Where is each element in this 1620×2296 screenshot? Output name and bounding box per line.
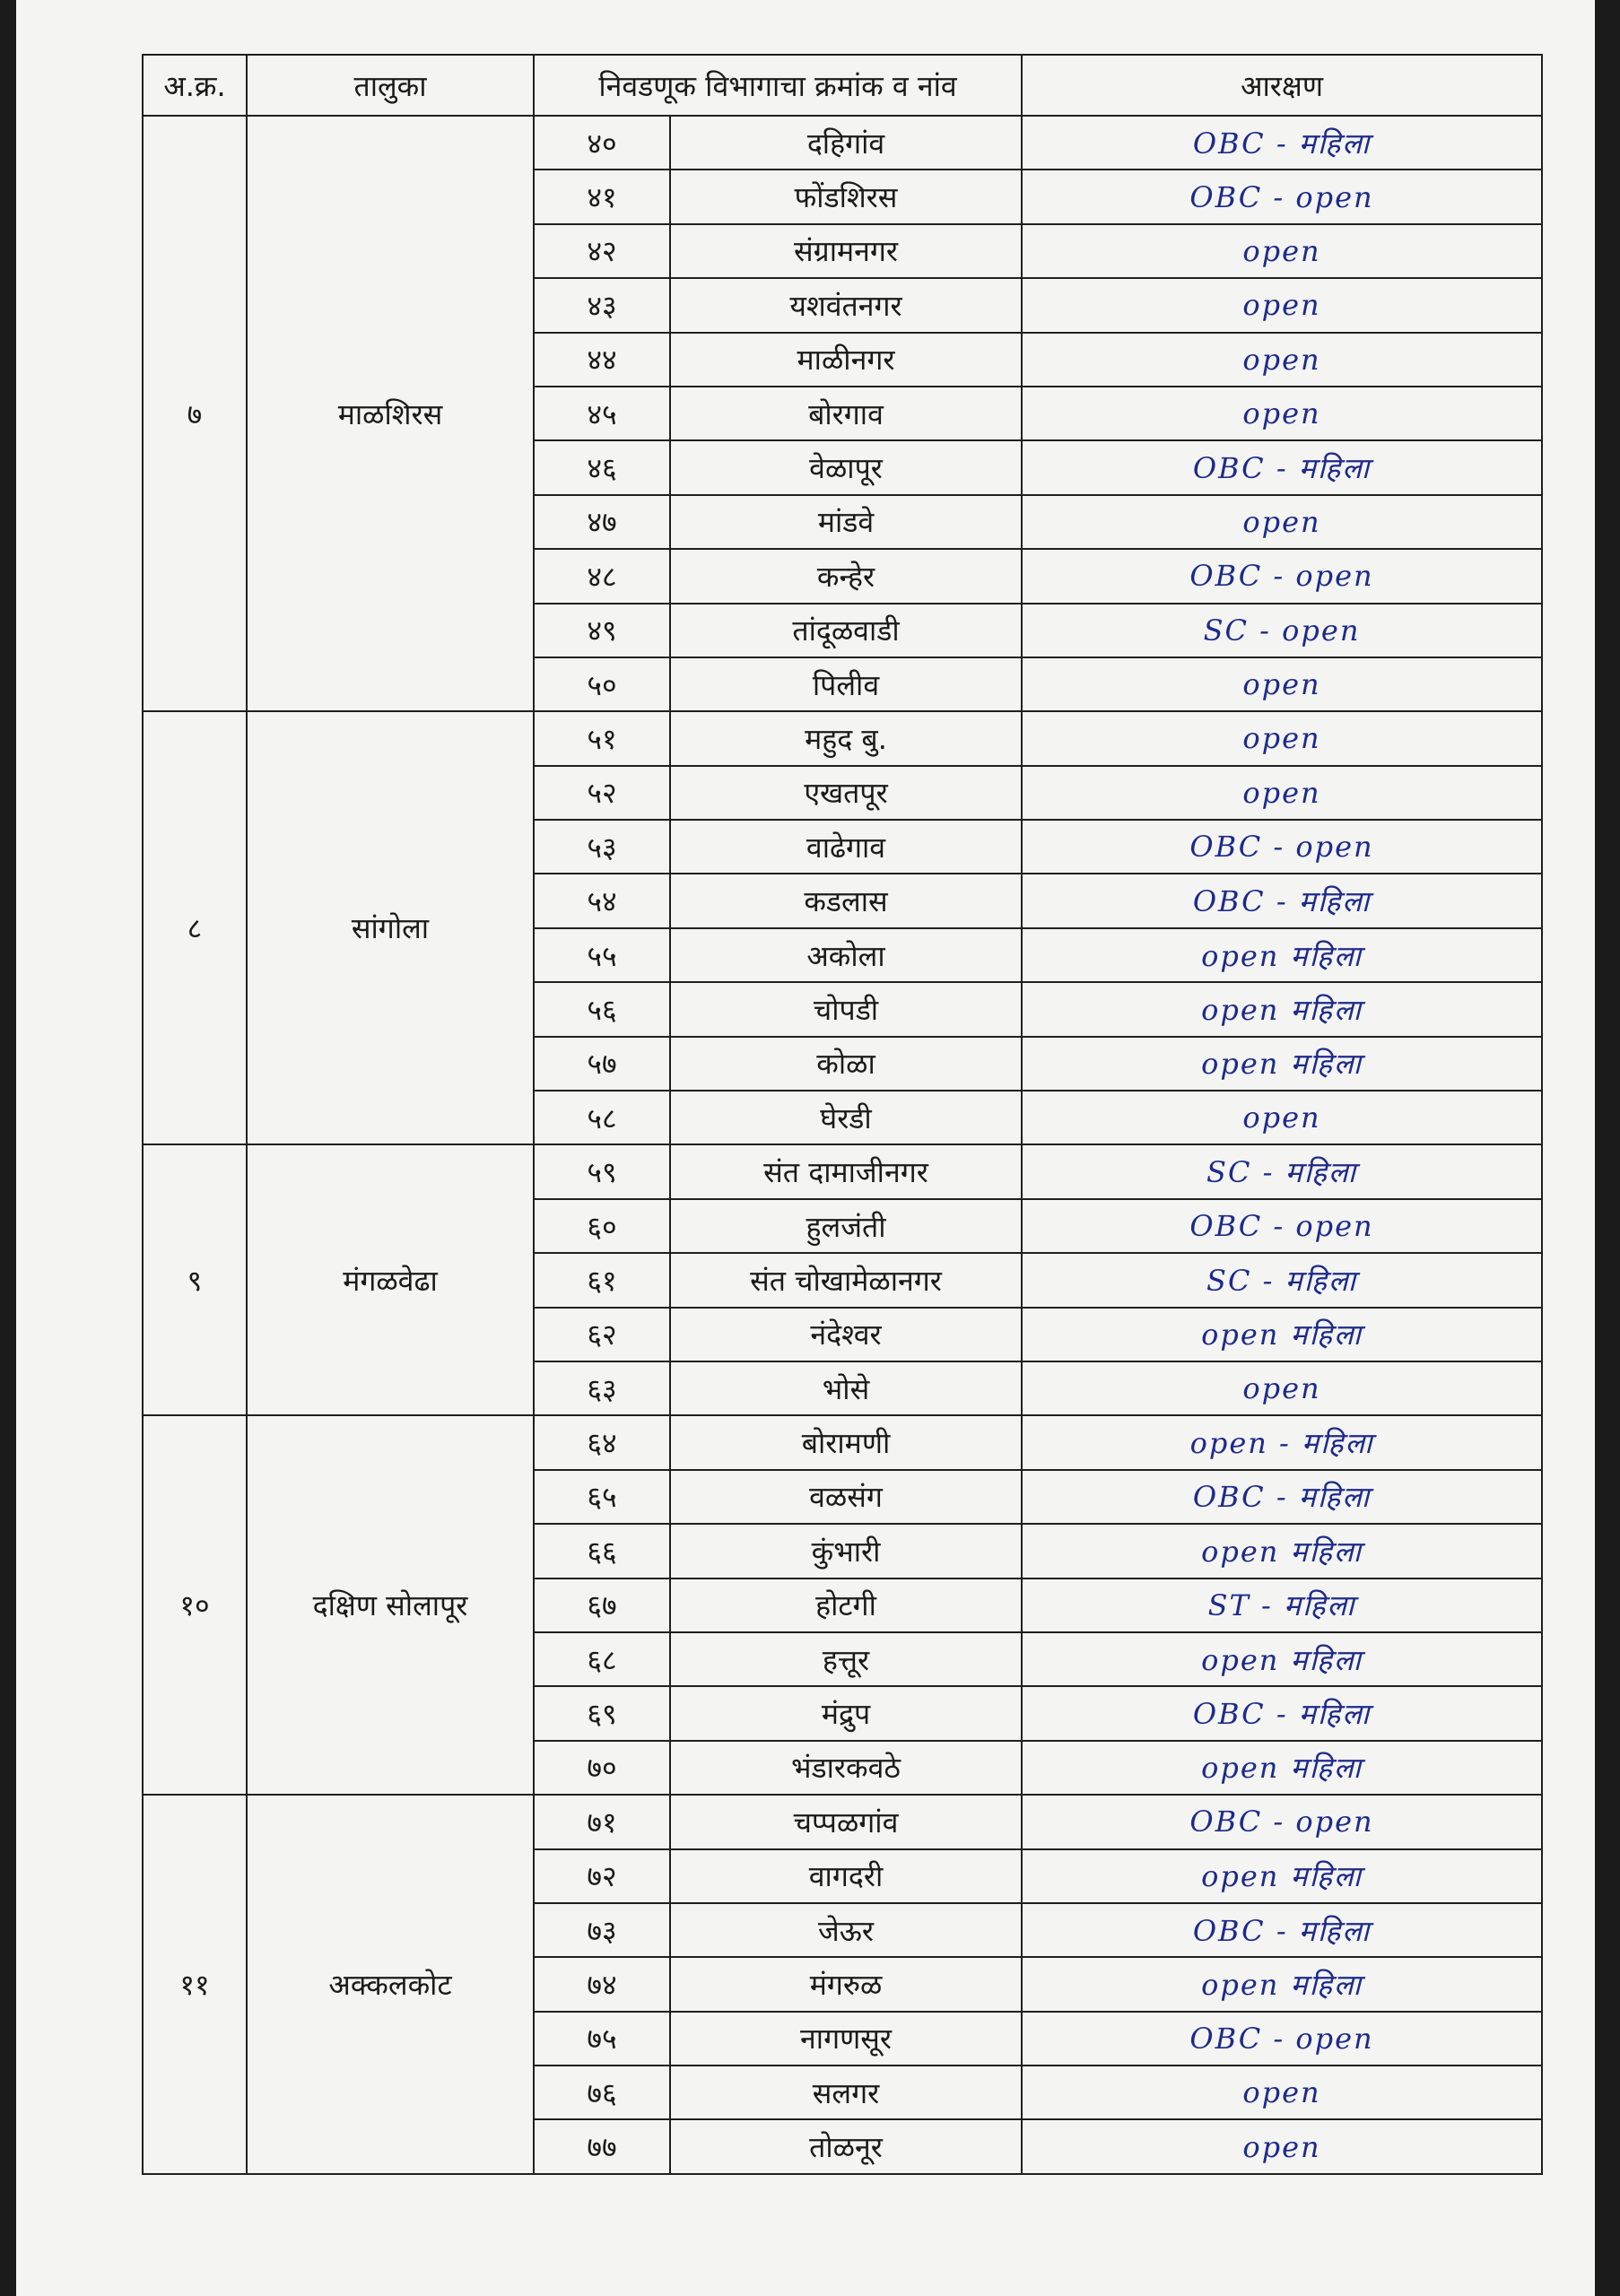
division-name: हत्तूर xyxy=(670,1632,1022,1686)
division-name: वेळापूर xyxy=(670,440,1022,494)
group-taluka: मंगळवेढा xyxy=(247,1144,534,1415)
division-name: वागदरी xyxy=(670,1849,1022,1903)
group-sr-number: ११ xyxy=(143,1795,247,2174)
division-number: ५४ xyxy=(534,874,670,927)
group-taluka: माळशिरस xyxy=(247,116,534,711)
reservation-value: OBC - open xyxy=(1022,1199,1542,1253)
reservation-value: open महिला xyxy=(1022,1308,1542,1361)
division-name: पिलीव xyxy=(670,657,1022,711)
division-name: तांदूळवाडी xyxy=(670,604,1022,657)
reservation-value: open xyxy=(1022,657,1542,711)
table-row xyxy=(143,1795,1542,1848)
division-name: बोरामणी xyxy=(670,1415,1022,1469)
division-number: ६१ xyxy=(534,1253,670,1307)
division-number: ५१ xyxy=(534,711,670,765)
division-number: ५० xyxy=(534,657,670,711)
reservation-value: OBC - महिला xyxy=(1022,1470,1542,1524)
division-number: ६८ xyxy=(534,1632,670,1686)
division-name: मंद्रुप xyxy=(670,1686,1022,1740)
division-name: हुलजंती xyxy=(670,1199,1022,1253)
header-reservation: आरक्षण xyxy=(1022,55,1542,116)
reservation-value: open xyxy=(1022,224,1542,278)
reservation-value: SC - महिला xyxy=(1022,1253,1542,1307)
division-number: ५५ xyxy=(534,928,670,982)
reservation-value: open xyxy=(1022,766,1542,820)
group-taluka: सांगोला xyxy=(247,711,534,1144)
division-name: कडलास xyxy=(670,874,1022,927)
division-number: ६४ xyxy=(534,1415,670,1469)
division-name: भंडारकवठे xyxy=(670,1741,1022,1795)
reservation-value: SC - open xyxy=(1022,604,1542,657)
division-number: ४१ xyxy=(534,170,670,223)
division-number: ४४ xyxy=(534,333,670,387)
division-name: फोंडशिरस xyxy=(670,170,1022,223)
division-name: चप्पळगांव xyxy=(670,1795,1022,1848)
division-name: यशवंतनगर xyxy=(670,278,1022,332)
reservation-value: open महिला xyxy=(1022,982,1542,1036)
division-name: संग्रामनगर xyxy=(670,224,1022,278)
document-page xyxy=(16,0,1595,2296)
division-number: ५३ xyxy=(534,820,670,874)
reservation-value: open महिला xyxy=(1022,1632,1542,1686)
division-number: ६६ xyxy=(534,1524,670,1578)
group-sr-number: १० xyxy=(143,1415,247,1795)
division-number: ७१ xyxy=(534,1795,670,1848)
division-name: नंदेश्वर xyxy=(670,1308,1022,1361)
reservation-value: open xyxy=(1022,387,1542,440)
division-number: ७३ xyxy=(534,1903,670,1957)
division-number: ४३ xyxy=(534,278,670,332)
division-number: ५९ xyxy=(534,1144,670,1198)
division-number: ५७ xyxy=(534,1037,670,1091)
reservation-value: OBC - महिला xyxy=(1022,874,1542,927)
header-taluka: तालुका xyxy=(247,55,534,116)
division-name: बोरगाव xyxy=(670,387,1022,440)
division-name: वाढेगाव xyxy=(670,820,1022,874)
reservation-value: OBC - open xyxy=(1022,2012,1542,2066)
division-number: ७२ xyxy=(534,1849,670,1903)
division-number: ६९ xyxy=(534,1686,670,1740)
division-name: कन्हेर xyxy=(670,549,1022,603)
reservation-value: open महिला xyxy=(1022,928,1542,982)
division-number: ७० xyxy=(534,1741,670,1795)
division-name: सलगर xyxy=(670,2066,1022,2119)
reservation-table xyxy=(142,54,1543,2175)
division-name: होटगी xyxy=(670,1578,1022,1632)
header-division: निवडणूक विभागाचा क्रमांक व नांव xyxy=(534,55,1022,116)
group-sr-number: ७ xyxy=(143,116,247,711)
division-name: कोळा xyxy=(670,1037,1022,1091)
reservation-value: OBC - महिला xyxy=(1022,440,1542,494)
division-name: दहिगांव xyxy=(670,116,1022,170)
reservation-value: open xyxy=(1022,2066,1542,2119)
reservation-value: OBC - open xyxy=(1022,820,1542,874)
reservation-value: OBC - महिला xyxy=(1022,1686,1542,1740)
division-name: वळसंग xyxy=(670,1470,1022,1524)
reservation-value: OBC - महिला xyxy=(1022,116,1542,170)
division-number: ५६ xyxy=(534,982,670,1036)
division-name: कुंभारी xyxy=(670,1524,1022,1578)
reservation-value: open महिला xyxy=(1022,1849,1542,1903)
division-number: ४८ xyxy=(534,549,670,603)
division-number: ७४ xyxy=(534,1957,670,2011)
reservation-value: open xyxy=(1022,711,1542,765)
reservation-value: open महिला xyxy=(1022,1957,1542,2011)
division-name: संत चोखामेळानगर xyxy=(670,1253,1022,1307)
reservation-value: OBC - open xyxy=(1022,549,1542,603)
table-row xyxy=(143,711,1542,765)
division-number: ५८ xyxy=(534,1091,670,1144)
reservation-value: OBC - महिला xyxy=(1022,1903,1542,1957)
division-number: ४६ xyxy=(534,440,670,494)
division-name: मांडवे xyxy=(670,495,1022,549)
reservation-value: open महिला xyxy=(1022,1524,1542,1578)
division-number: ४५ xyxy=(534,387,670,440)
division-name: मंगरुळ xyxy=(670,1957,1022,2011)
header-row xyxy=(143,55,1542,116)
division-number: ५२ xyxy=(534,766,670,820)
reservation-value: ST - महिला xyxy=(1022,1578,1542,1632)
reservation-value: open महिला xyxy=(1022,1741,1542,1795)
division-name: महुद बु. xyxy=(670,711,1022,765)
division-name: चोपडी xyxy=(670,982,1022,1036)
header-sr-no: अ.क्र. xyxy=(143,55,247,116)
division-name: भोसे xyxy=(670,1361,1022,1415)
division-name: घेरडी xyxy=(670,1091,1022,1144)
division-number: ४० xyxy=(534,116,670,170)
reservation-value: open xyxy=(1022,1091,1542,1144)
reservation-value: OBC - open xyxy=(1022,170,1542,223)
group-taluka: दक्षिण सोलापूर xyxy=(247,1415,534,1795)
division-number: ६५ xyxy=(534,1470,670,1524)
table-row xyxy=(143,1415,1542,1469)
division-name: एखतपूर xyxy=(670,766,1022,820)
group-sr-number: ८ xyxy=(143,711,247,1144)
group-taluka: अक्कलकोट xyxy=(247,1795,534,2174)
division-number: ६२ xyxy=(534,1308,670,1361)
reservation-value: open xyxy=(1022,2119,1542,2173)
division-number: ४९ xyxy=(534,604,670,657)
division-name: तोळनूर xyxy=(670,2119,1022,2173)
division-number: ७६ xyxy=(534,2066,670,2119)
reservation-value: open xyxy=(1022,333,1542,387)
table-row xyxy=(143,1144,1542,1198)
division-number: ७७ xyxy=(534,2119,670,2173)
reservation-value: open xyxy=(1022,1361,1542,1415)
reservation-value: open xyxy=(1022,278,1542,332)
reservation-value: OBC - open xyxy=(1022,1795,1542,1848)
reservation-value: SC - महिला xyxy=(1022,1144,1542,1198)
division-name: संत दामाजीनगर xyxy=(670,1144,1022,1198)
reservation-value: open महिला xyxy=(1022,1037,1542,1091)
division-number: ४७ xyxy=(534,495,670,549)
division-number: ६३ xyxy=(534,1361,670,1415)
division-number: ४२ xyxy=(534,224,670,278)
reservation-value: open - महिला xyxy=(1022,1415,1542,1469)
division-name: जेऊर xyxy=(670,1903,1022,1957)
table-row xyxy=(143,116,1542,170)
division-name: अकोला xyxy=(670,928,1022,982)
table-body xyxy=(143,116,1542,2174)
group-sr-number: ९ xyxy=(143,1144,247,1415)
division-name: नागणसूर xyxy=(670,2012,1022,2066)
division-number: ६७ xyxy=(534,1578,670,1632)
division-name: माळीनगर xyxy=(670,333,1022,387)
reservation-value: open xyxy=(1022,495,1542,549)
division-number: ६० xyxy=(534,1199,670,1253)
division-number: ७५ xyxy=(534,2012,670,2066)
